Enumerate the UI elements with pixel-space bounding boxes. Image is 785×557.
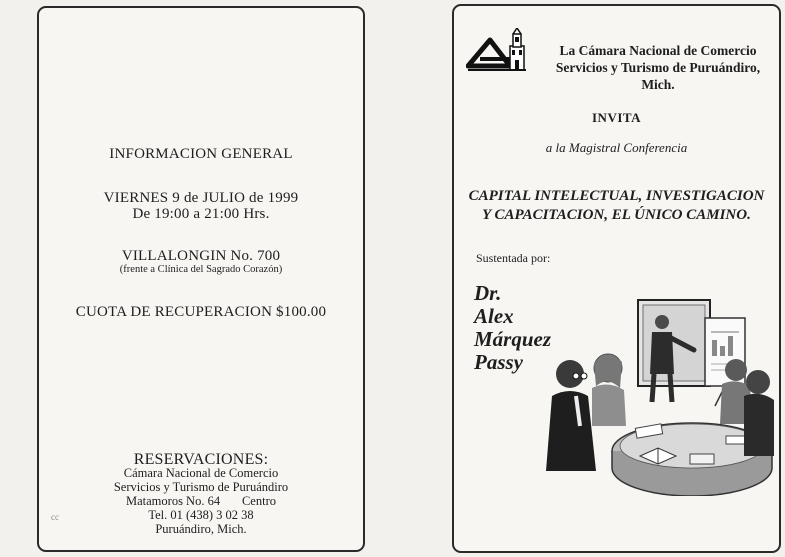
presented-by-label: Sustentada por: — [476, 251, 551, 265]
venue-note: (frente a Clínica del Sagrado Corazón) — [119, 264, 283, 275]
conference-title-line: CAPITAL INTELECTUAL, INVESTIGACION — [468, 188, 765, 204]
address-line: Matamoros No. 64 Centro — [126, 494, 276, 508]
conference-title — [454, 187, 779, 225]
chamber-logo-icon — [466, 28, 528, 78]
reservations-heading: RESERVACIONES: — [133, 451, 269, 468]
organization-line: Servicios y Turismo de Puruándiro, Mich. — [555, 60, 761, 92]
speaker-name-line: Alex — [474, 304, 514, 328]
address-line: Tel. 01 (438) 3 02 38 — [148, 508, 254, 522]
address-line: Servicios y Turismo de Puruándiro — [113, 480, 289, 494]
event-fee: CUOTA DE RECUPERACION $100.00 — [75, 304, 327, 320]
speaker-name-line: Márquez — [474, 327, 552, 351]
address-line: Cámara Nacional de Comercio — [123, 466, 279, 480]
conference-title-line: Y CAPACITACION, EL ÚNICO CAMINO. — [482, 207, 751, 223]
event-date: VIERNES 9 de JULIO de 1999 — [103, 190, 299, 206]
info-panel — [37, 6, 365, 552]
invitation-panel — [452, 4, 781, 553]
info-heading: INFORMACION GENERAL — [109, 146, 293, 162]
speaker-name-line: Passy — [474, 350, 523, 374]
speaker-name-line: Dr. — [474, 281, 502, 305]
conference-subtitle: a la Magistral Conferencia — [545, 140, 688, 155]
organization-line: La Cámara Nacional de Comercio — [559, 43, 757, 58]
invita-heading: INVITA — [592, 110, 641, 125]
address-block — [39, 466, 363, 536]
conference-meeting-illustration-icon — [540, 296, 776, 496]
event-venue: VILLALONGIN No. 700 — [121, 248, 281, 264]
address-line: Puruándiro, Mich. — [155, 522, 247, 536]
event-time: De 19:00 a 21:00 Hrs. — [132, 206, 270, 222]
organization-name — [538, 42, 778, 93]
fold-mark: cc — [51, 512, 59, 522]
